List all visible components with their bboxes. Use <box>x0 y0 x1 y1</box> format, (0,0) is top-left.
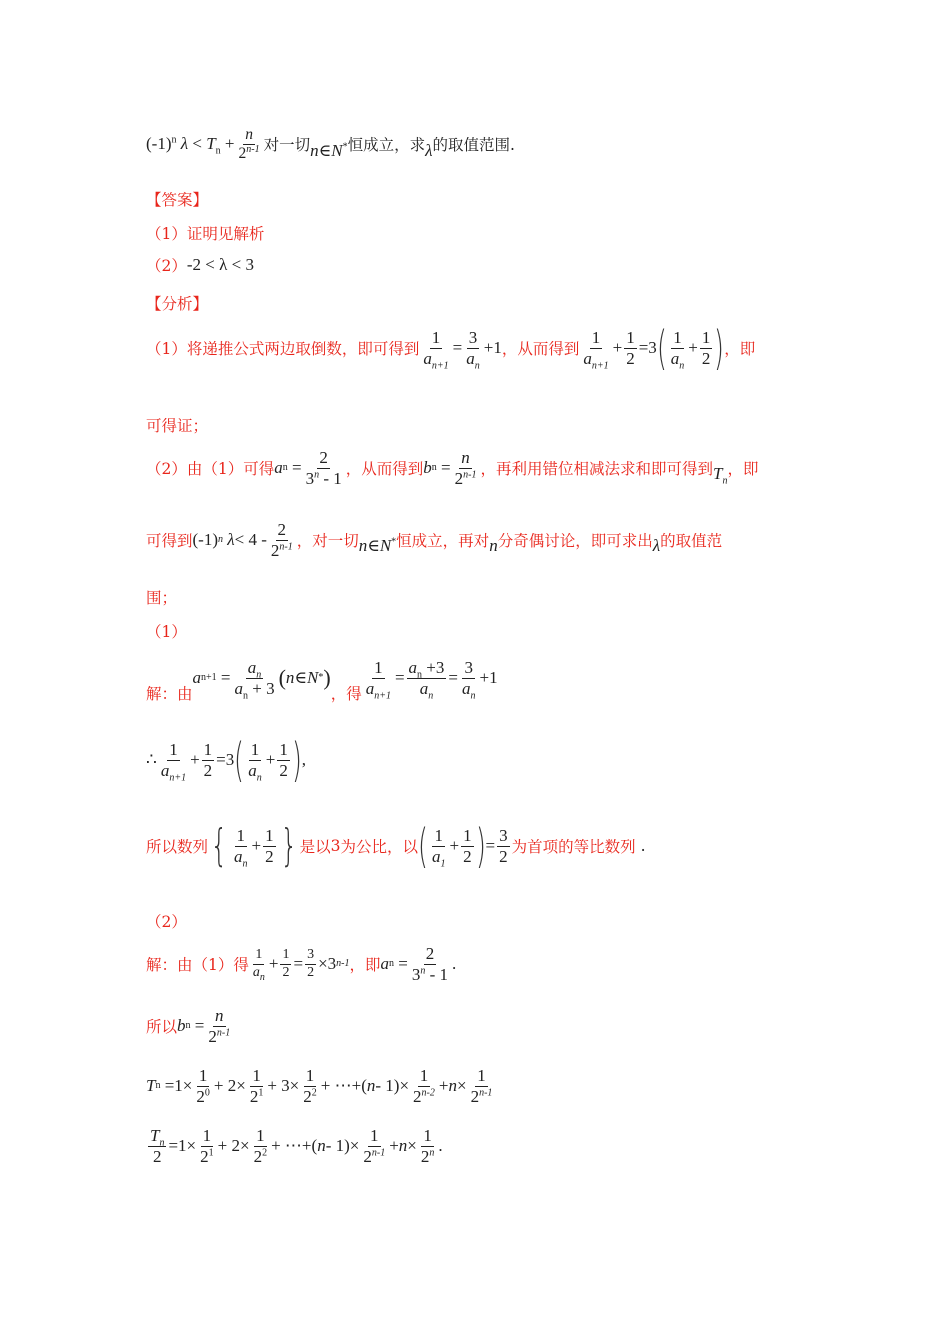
solution1-step2: ∴ $\frac{1}{a_{n+1}}$ + $\frac{1}{2}$ =3 ( $\frac{1}{a_n}$ + $\frac{1}{2}$ ) , <box>146 732 307 787</box>
problem-text: 的取值范围. <box>432 136 515 155</box>
solution1-conclusion: 所以数列 { $\frac{1}{a_n}$ + $\frac{1}{2}$ } 是以 3 为公比，以 ( $\frac{1}{a_1}$ + $\frac{1}{2}$ ) = $\frac{3}{2}$ 为首项的等比数列 . <box>146 818 646 873</box>
solution2-half-tn-formula: $\frac{T_n}{2}$ =1× $\frac{1}{2^1}$ + 2× $\frac{1}{2^2}$ + ⋯+( n - 1)× $\frac{1}{2^{n-1}}$ + n × $\frac{1}{2^n}$ . <box>150 1126 443 1166</box>
solution2-step1: 解：由（1）得 $\frac{1}{a_n}$ + $\frac{1}{2}$ = $\frac{3}{2}$ ×3 n-1 ，即 a n = $\frac{2}{3^n - 1}$ . <box>146 944 457 984</box>
answer-heading: 【答案】 <box>146 191 209 209</box>
problem-text: 对一切 <box>263 136 311 155</box>
fraction: $\frac{n}{2^{n-1}}$ <box>238 126 260 162</box>
solution2-tn-formula: T n =1× $\frac{1}{2^0}$ + 2× $\frac{1}{2^1}$ + 3× $\frac{1}{2^2}$ + ⋯+( n - 1)× $\frac{1}{2^{n-2}}$ + n × $\frac{1}{2^{n-1}}$ <box>146 1066 493 1106</box>
problem-text: 恒成立，求 <box>347 136 426 155</box>
answer-range-math: -2 < λ < 3 <box>186 255 254 274</box>
analysis-heading: 【分析】 <box>146 295 209 313</box>
analysis-paragraph-2: （2） 由（1）可得 a n = $\frac{2}{3^n - 1}$ ，从而得到 b n = $\frac{n}{2^{n-1}}$ ，再利用错位相减法求和即可得到 $T_n$ ，即 <box>146 448 759 488</box>
solution2-label: （2） <box>146 913 187 931</box>
solution2-step2: 所以 b n = $\frac{n}{2^{n-1}}$ <box>146 1006 231 1046</box>
answer-part2: （2） -2 < λ < 3 <box>146 255 254 275</box>
problem-condition-math: $(-1)^n$ $\lambda < T_n$ + <box>146 134 235 157</box>
answer-part1: （1） 证明见解析 <box>146 225 265 243</box>
analysis-paragraph-2-cont: 可得到 (-1) n λ < 4 - $\frac{2}{2^{n-1}}$ ，对一切 n∈N* 恒成立，再对 n 分奇偶讨论，即可求出 λ 的取值范 <box>146 520 723 560</box>
analysis-paragraph-2-end: 围； <box>146 589 178 607</box>
problem-statement: $(-1)^n$ $\lambda < T_n$ + $\frac{n}{2^{n-1}}$ 对一切 n∈N* 恒成立，求 λ 的取值范围. <box>146 126 515 162</box>
analysis-paragraph-1: （1） 将递推公式两边取倒数，即可得到 $\frac{1}{a_{n+1}}$ = $\frac{3}{a_n}$ +1 ，从而得到 $\frac{1}{a_{n+1}}$ + $\frac{1}{2}$ =3 ( $\frac{1}{a_n}$ + $\frac{1}{2}$ ) ，即 <box>146 320 756 375</box>
solution1-step1: 解：由 a n+1 = $\frac{a_n}{a_n + 3}$ ( n ∈ N * ) ，得 $\frac{1}{a_{n+1}}$ = $\frac{a_n +3}{a_n}$ = $\frac{3}{a_n}$ +1 <box>146 657 498 703</box>
solution1-label: （1） <box>146 623 187 641</box>
analysis-paragraph-1-cont: 可得证； <box>146 417 209 435</box>
